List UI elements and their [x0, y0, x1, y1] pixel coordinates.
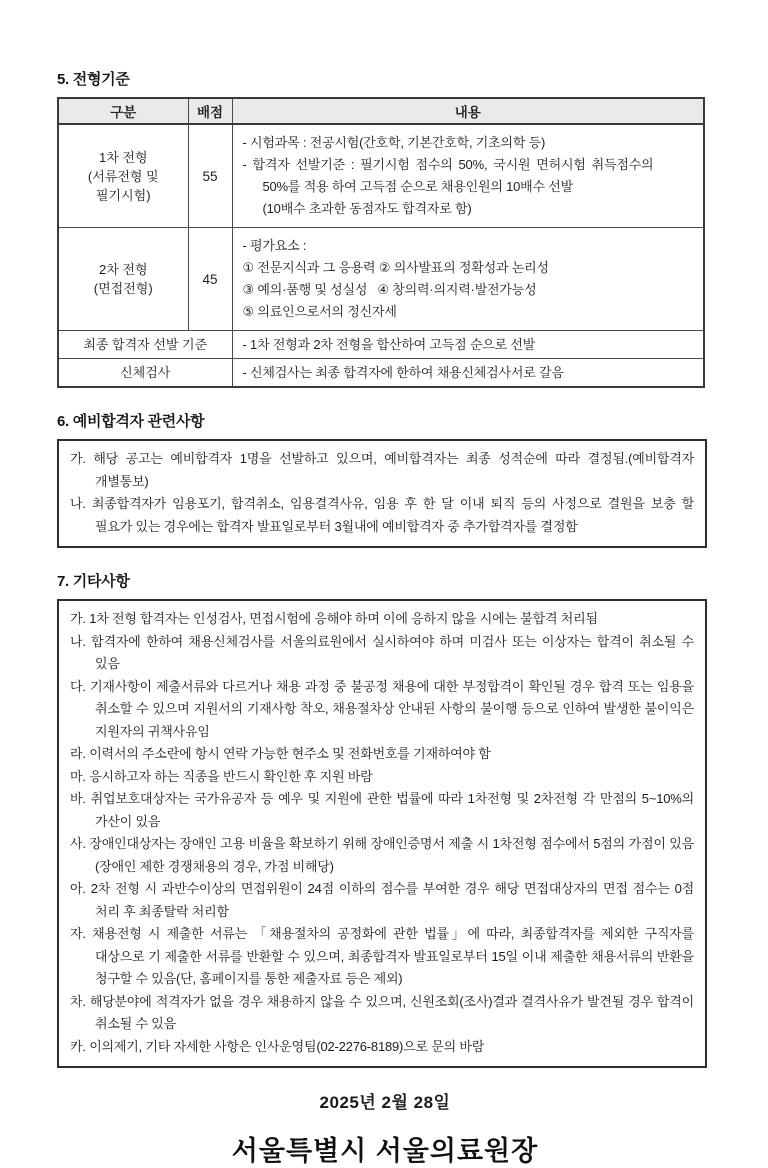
content-line: ③ 예의·품행 및 성실성 ④ 창의력·의지력·발전가능성: [242, 282, 537, 297]
content-cell: [232, 228, 704, 331]
item-text: 해당 공고는 예비합격자 1명을 선발하고 있으며, 예비합격자는 최종 성적순에 따라 결정됨.(예비합격자 개별통보): [93, 451, 695, 489]
other-matters-box: [57, 599, 707, 1068]
table-row-final-selection: [58, 331, 704, 359]
item-label: 카.: [70, 1038, 86, 1054]
category-line: 1차 전형: [98, 149, 148, 165]
content-line: - 시험과목 : 전공시험(간호학, 기본간호학, 기초의학 등): [242, 135, 546, 150]
points-cell: 55: [188, 124, 232, 228]
notice-item: [70, 676, 694, 744]
item-text: 장애인대상자는 장애인 고용 비율을 확보하기 위해 장애인증명서 제출 시 1차전형 점수에서 5점의 가점이 있음(장애인 제한 경쟁채용의 경우, 가점 비해당): [89, 836, 694, 874]
section-7-heading: 7. 기타사항: [57, 573, 130, 590]
category-cell: [58, 228, 188, 331]
item-text: 취업보호대상자는 국가유공자 등 예우 및 지원에 관한 법률에 따라 1차전형 및 2차전형 각 만점의 5~10%의 가산이 있음: [90, 791, 694, 829]
content-line: - 평가요소 :: [242, 238, 307, 253]
notice-item: [70, 766, 694, 789]
notice-item: [70, 923, 694, 991]
signature-line: 서울특별시 서울의료원장: [231, 1136, 539, 1166]
column-header-content: 내용: [232, 98, 704, 124]
category-line: 2차 전형: [98, 262, 148, 277]
item-label: 마.: [70, 768, 86, 784]
table-row-first-stage: [58, 124, 704, 228]
item-label: 라.: [70, 746, 86, 761]
item-text: 해당분야에 적격자가 없을 경우 채용하지 않을 수 있으며, 신원조회(조사)결과 결격사유가 발견될 경우 합격이 취소될 수 있음: [89, 993, 694, 1031]
content-cell: [232, 331, 704, 359]
item-text: 최종합격자가 임용포기, 합격취소, 임용결격사유, 임용 후 한 달 이내 퇴직 등의 사정으로 결원을 보충 할 필요가 있는 경우에는 합격자 발표일로부터 3월내에 예비합격자 중 추가합격자를 결정함: [91, 496, 694, 534]
notice-item: [70, 1036, 694, 1059]
notice-item: [70, 493, 694, 538]
section-reserve-candidates: [57, 410, 713, 548]
reserve-candidates-box: [57, 439, 707, 548]
section-5-heading: 5. 전형기준: [57, 71, 130, 88]
section-other-matters: [57, 570, 713, 1068]
content-line: ⑤ 의료인으로서의 정신자세: [242, 304, 397, 319]
category-cell: 신체검사: [58, 359, 232, 388]
content-cell: [232, 359, 704, 388]
category-line: 필기시험): [95, 187, 151, 203]
item-text: 2차 전형 시 과반수이상의 면접위원이 24점 이하의 점수를 부여한 경우 해당 면접대상자의 면접 점수는 0점 처리 후 최종탈락 처리함: [90, 881, 694, 919]
item-label: 나.: [70, 496, 86, 511]
item-label: 사.: [70, 836, 86, 851]
category-line: (면접전형): [93, 281, 153, 296]
notice-item: [70, 878, 694, 923]
table-row-physical-exam: [58, 359, 704, 388]
content-line: - 합격자 선발기준 : 필기시험 점수의 50%, 국시원 면허시험 취득점수의: [242, 157, 654, 172]
column-header-category: 구분: [58, 98, 188, 124]
item-text: 합격자에 한하여 채용신체검사를 서울의료원에서 실시하여야 하며 미검사 또는 이상자는 합격이 취소될 수 있음: [91, 633, 694, 671]
notice-item: [70, 833, 694, 878]
item-label: 바.: [70, 791, 86, 806]
notice-item: [70, 631, 694, 676]
notice-item: [70, 743, 694, 766]
item-label: 가.: [70, 451, 86, 466]
column-header-points: 배점: [188, 98, 232, 124]
item-label: 가.: [70, 611, 86, 626]
section-selection-criteria: [57, 68, 713, 388]
criteria-table-header-row: [58, 98, 704, 124]
item-label: 자.: [70, 926, 86, 941]
points-cell: 45: [188, 228, 232, 331]
notice-item: [70, 608, 694, 631]
item-label: 차.: [70, 993, 86, 1009]
content-line: ① 전문지식과 그 응용력 ② 의사발표의 정확성과 논리성: [242, 260, 549, 275]
notice-item: [70, 991, 694, 1036]
notice-item: [70, 448, 694, 493]
table-row-second-stage: [58, 228, 704, 331]
content-line: 50%를 적용 하여 고득점 순으로 채용인원의 10배수 선발: [262, 179, 574, 194]
content-cell: [232, 124, 704, 228]
section-6-heading: 6. 예비합격자 관련사항: [57, 413, 205, 430]
item-text: 응시하고자 하는 직종을 반드시 확인한 후 지원 바람: [89, 768, 373, 784]
item-text: 이력서의 주소란에 항시 연락 가능한 현주소 및 전화번호를 기재하여야 함: [89, 746, 491, 761]
item-text: 1차 전형 합격자는 인성검사, 면접시험에 응해야 하며 이에 응하지 않을 시에는 불합격 처리됨: [89, 611, 598, 626]
category-cell: 최종 합격자 선발 기준: [58, 331, 232, 359]
content-line: - 신체검사는 최종 합격자에 한하여 채용신체검사서로 갈음: [242, 364, 564, 380]
criteria-table: [57, 97, 705, 388]
item-label: 나.: [70, 633, 86, 649]
item-text: 채용전형 시 제출한 서류는 「채용절차의 공정화에 관한 법률」에 따라, 최종합격자를 제외한 구직자를 대상으로 기 제출한 서류를 반환할 수 있으며, 최종합격자 발표일로부터 15일 이내 제출한 채용서류의 반환을 청구할 수 있음(단, 홈페이지를 통한 제출자료 등은 제외): [92, 926, 694, 986]
document-date: 2025년 2월 28일: [319, 1093, 451, 1112]
item-text: 이의제기, 기타 자세한 사항은 인사운영팀(02-2276-8189)으로 문의 바람: [89, 1038, 485, 1054]
content-line: - 1차 전형과 2차 전형을 합산하여 고득점 순으로 선발: [242, 336, 536, 352]
notice-item: [70, 788, 694, 833]
item-text: 기재사항이 제출서류와 다르거나 채용 과정 중 불공정 채용에 대한 부정합격이 확인될 경우 합격 또는 임용을 취소할 수 있으며 지원서의 기재사항 착오, 채용절차상 안내된 사항의 불이행 등으로 인하여 발생한 불이익은 지원자의 귀책사유임: [90, 678, 694, 739]
category-cell: [58, 124, 188, 228]
category-line: (서류전형 및: [87, 168, 159, 184]
content-line: (10배수 초과한 동점자도 합격자로 함): [262, 201, 472, 216]
item-label: 다.: [70, 678, 86, 694]
item-label: 아.: [70, 881, 86, 896]
